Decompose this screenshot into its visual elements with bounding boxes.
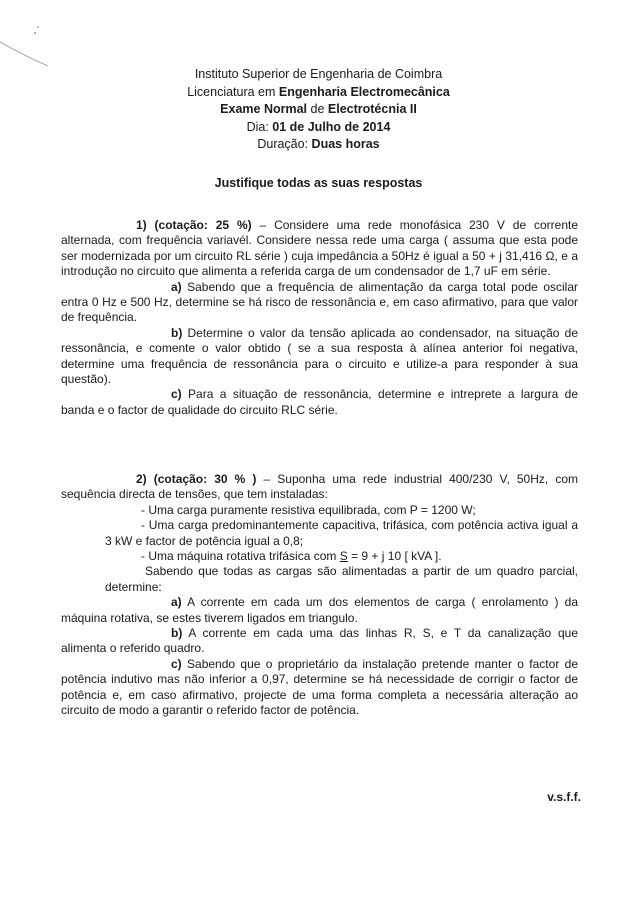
turn-over-note: v.s.f.f. — [547, 790, 581, 804]
exam-duration: Duração: Duas horas — [257, 137, 380, 151]
load-item-2: - Uma carga predominantemente capacitiva, trifásica, com potência activa igual a 3 kW e factor de potência igual a 0,8; — [105, 518, 578, 548]
question-1a: a) Sabendo que a frequência de alimentação da carga total pode oscilar entra 0 Hz e 500 Hz, determine se há risco de ressonância e, em caso afirmativo, para que valor de frequência. — [61, 279, 578, 325]
question-1c: c) Para a situação de ressonância, determine e intreprete a largura de banda e o factor de qualidade do circuito RLC série. — [61, 387, 578, 417]
question-2-intro: 2) (cotação: 30 % ) – Suponha uma rede industrial 400/230 V, 50Hz, com sequência directa de tensões, que tem instaladas: — [61, 472, 578, 502]
question-2b: b) A corrente em cada uma das linhas R, S, e T da canalização que alimenta o referido quadro. — [61, 626, 578, 656]
instruction-heading: Justifique todas as suas respostas — [214, 176, 423, 190]
load-item-3: - Uma máquina rotativa trifásica com S = 9 + j 10 [ kVA ]. — [141, 549, 442, 564]
exam-header — [0, 66, 637, 154]
exam-date: Dia: 01 de Julho de 2014 — [246, 119, 391, 134]
question-2c: c) Sabendo que o proprietário da instalação pretende manter o factor de potência indutivo mas não inferior a 0,97, determine se há necessidade de corrigir o factor de potência e, em caso afirmativo, projecte de uma forma completa a necessária alteração ao circuito de modo a garantir o referido factor de potência. — [61, 656, 578, 718]
institution-name: Instituto Superior de Engenharia de Coimbra — [194, 67, 443, 81]
question-1 — [61, 218, 578, 418]
question-1b: b) Determine o valor da tensão aplicada ao condensador, na situação de ressonância, e comente o valor obtido ( se a sua resposta à alínea anterior foi negativa, determine uma frequência de ressonância para o circuito e utilize-a para responder à sua questão). — [61, 325, 578, 387]
load-item-1: - Uma carga puramente resistiva equilibrada, com P = 1200 W; — [141, 502, 476, 517]
question-2 — [61, 472, 578, 719]
question-2-lead: Sabendo que todas as cargas são alimentadas a partir de um quadro parcial, determine: — [105, 564, 578, 594]
question-1-intro: 1) (cotação: 25 %) – Considere uma rede monofásica 230 V de corrente alternada, com frequência variavél. Considere nessa rede uma carga ( assuma que esta pode ser modernizada por um circuito RL série ) cuja impedância a 50Hz é igual a 50 + j 31,416 Ω, e a introdução no circuito que alimenta a referida carga de um condensador de 1,7 uF em série. — [61, 218, 579, 279]
exam-title: Exame Normal de Electrotécnia II — [220, 102, 417, 116]
degree-line: Licenciatura em Engenharia Electromecânica — [187, 84, 450, 99]
question-2a: a) A corrente em cada um dos elementos de carga ( enrolamento ) da máquina rotativa, se estes tiverem ligados em triangulo. — [61, 595, 578, 625]
